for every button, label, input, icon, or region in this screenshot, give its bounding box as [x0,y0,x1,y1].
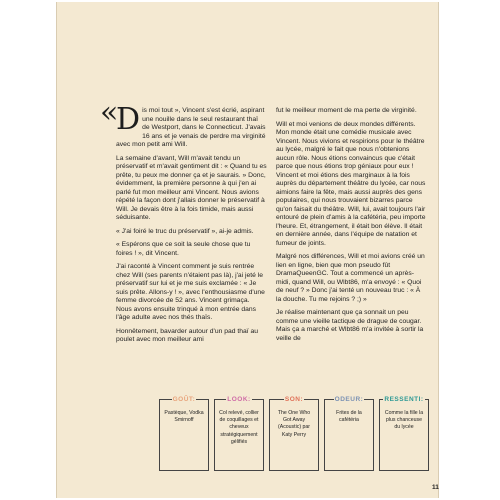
paragraph: Will et moi venions de deux mondes différents. Mon monde était une comédie musicale avec Vincent. Nous vivions et respirions pour le théâtre au lycée, malgré le fait que nous n'obtenions aucun rôle. Nous étions convaincus que c'était parce que nous étions trop géniaux pour eux ! Vincent et moi étions des marginaux à la fois auprès du département théâtre du lycée, car nous aimions faire la fête, mais aussi auprès des gens populaires, qui nous trouvaient bizarres parce qu'on faisait du théâtre. Will, lui, avait toujours l'air entouré de plein d'amis à la cafétéria, peu importe l'heure. Et, étrangement, il était bon élève. Il était en dernière année, dans l'équipe de natation et fumeur de joints. [276,120,426,247]
paragraph: « Espérons que ce soit la seule chose que tu foires ! », dit Vincent. [116,241,251,257]
sense-label: RESSENTI: [384,396,424,403]
magazine-page [56,2,439,498]
senses-boxes [159,396,429,471]
sense-text: Comme la fille la plus chanceuse du lycée [384,410,424,431]
paragraph: Je réalise maintenant que ça sonnait un peu comme une vieille tactique de drague de cougar. Mais ça a marché et Wlbt86 m'a invitée à sortir la veille de [276,309,424,342]
sense-label: LOOK: [227,396,251,403]
sense-box-sound [269,396,319,471]
paragraph: J'ai raconté à Vincent comment je suis rentrée chez Will (ses parents n'étaient pas là), j'ai jeté le préservatif sur lui et je me suis exclamée : « Je suis prête. Allons-y ! », avec l'enthousiasme d'une femme divorcée de 52 ans. Vincent grimaça. Nous avons ensuite trinqué à mon entrée dans l'âge adulte avec nos thés thaïs. [116,263,265,321]
page-number: 11 [432,484,439,491]
sense-label: GOÛT: [172,396,196,403]
article-body [100,95,428,377]
paragraph: Malgré nos différences, Will et moi avions créé un lien en ligne, bien que mon pseudo fût DramaQueenGC. Tout a commencé un après-midi, quand Will, ou Wlbt86, m'a envoyé : « Quoi de neuf ? » Donc j'ai tenté un nouveau truc : « À la douche. Tu me rejoins ? ;) » [276,253,425,303]
sense-text: The One Who Got Away (Acoustic) par Katy Perry [277,410,311,438]
sense-box-taste [159,396,209,471]
sense-box-look [214,396,264,471]
drop-cap: D [116,102,141,137]
opening-quote-mark: « [100,95,119,130]
sense-box-smell [324,396,374,471]
paragraph: fut le meilleur moment de ma perte de virginité. [276,107,417,114]
sense-text: Frites de la cafétéria [336,410,362,424]
paragraph: « J'ai foiré le truc du préservatif », ai-je admis. [116,227,254,235]
sense-text: Pastèque, Vodka Smirnoff [164,410,204,424]
right-column [276,107,427,348]
sense-box-feeling [379,396,429,471]
paragraph: Honnêtement, bavarder autour d'un pad thaï au poulet avec mon meilleur ami [116,327,259,343]
sense-label: SON: [284,396,304,403]
left-column [100,95,267,350]
paragraph: La semaine d'avant, Will m'avait tendu un préservatif et m'avait gentiment dit : « Quand tu es prête, tu peux me donner ça et je saurais. » Donc, évidemment, la première personne à qui j'en ai parlé fut mon meilleur ami Vincent. Nous avions répété la façon dont j'allais donner le préservatif à Will. Je devais être à la fois timide, mais aussi séduisante. [116,154,267,221]
opening-paragraph [100,95,267,150]
paragraph-text: is moi tout », Vincent s'est écrié, aspirant une nouille dans le seul restaurant thaï de Westport, dans le Connecticut. J'avais 16 ans et je venais de perdre ma virginité avec mon petit ami Will. [116,107,266,148]
sense-label: ODEUR: [334,396,364,403]
sense-text: Col relevé, collier de coquillages et cheveux stratégiquement gélifiés [219,410,259,445]
